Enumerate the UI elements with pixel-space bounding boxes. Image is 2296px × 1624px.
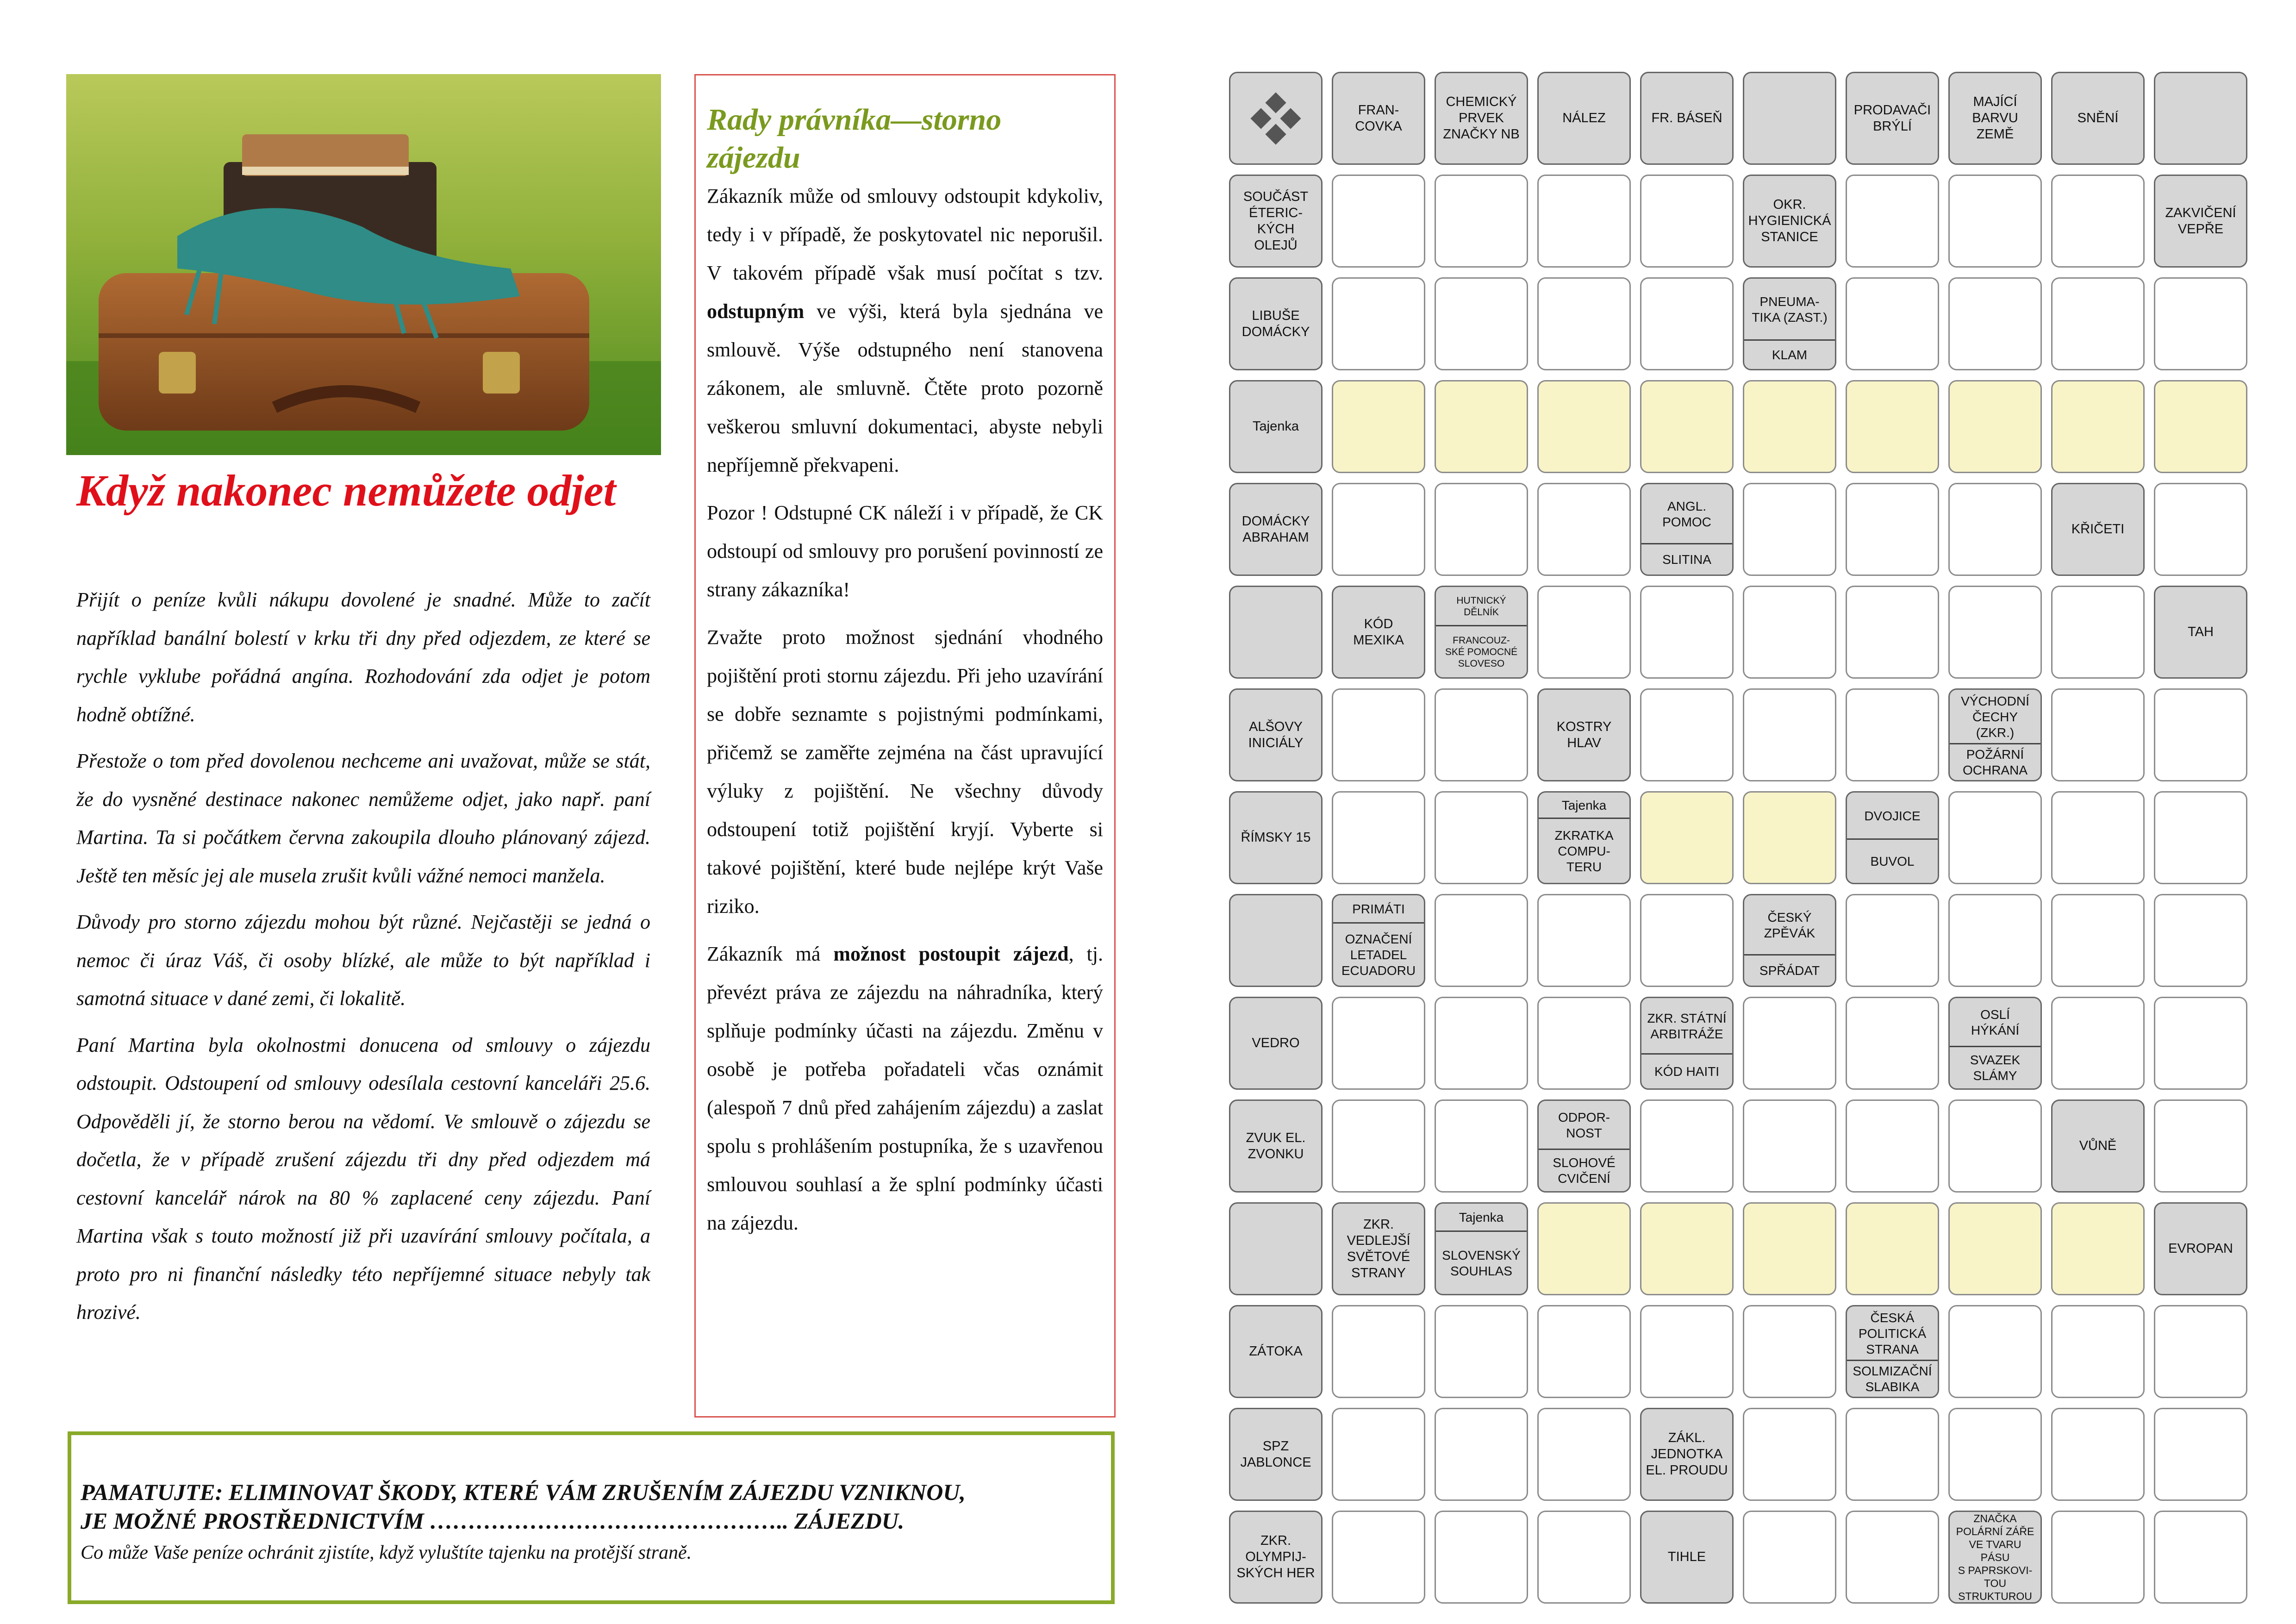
answer-cell[interactable] xyxy=(2154,997,2247,1090)
clue-cell xyxy=(1229,1305,1323,1398)
answer-cell[interactable] xyxy=(1640,277,1734,370)
answer-cell[interactable] xyxy=(2154,1408,2247,1501)
clue-text-top: HUTNICKÝ DĚLNÍK xyxy=(1456,595,1506,618)
answer-cell[interactable] xyxy=(1640,894,1734,987)
answer-cell[interactable] xyxy=(2051,997,2145,1090)
clue-text-top: ZKR. STÁTNÍ ARBITRÁŽE xyxy=(1647,1011,1727,1041)
answer-cell[interactable] xyxy=(1435,688,1528,781)
answer-cell[interactable] xyxy=(2154,277,2247,370)
clue-text: OKR. HYGIENICKÁ STANICE xyxy=(1748,197,1831,244)
answer-cell[interactable] xyxy=(1948,586,2042,679)
answer-cell[interactable] xyxy=(1846,894,1939,987)
clue-text-top: ODPOR- NOST xyxy=(1558,1110,1610,1140)
clue-cell xyxy=(1229,1099,1323,1193)
answer-cell[interactable] xyxy=(1537,1408,1631,1501)
clue-text: FRAN- COVKA xyxy=(1355,102,1402,134)
clue-cell xyxy=(2051,1099,2145,1193)
tajenka-cell[interactable] xyxy=(1846,380,1939,473)
answer-cell[interactable] xyxy=(1332,997,1425,1090)
clue-text: ZKR. VEDLEJŠÍ SVĚTOVÉ STRANY xyxy=(1347,1217,1410,1280)
answer-cell[interactable] xyxy=(1435,1305,1528,1398)
advice-text: Zákazník má xyxy=(707,943,834,965)
answer-cell[interactable] xyxy=(1435,791,1528,884)
clue-text-top: Tajenka xyxy=(1561,798,1607,812)
split-clue-cell xyxy=(1743,894,1836,987)
tajenka-cell[interactable] xyxy=(1743,1202,1836,1295)
split-clue-cell xyxy=(1846,791,1939,884)
article-title: Když nakonec nemůžete odjet xyxy=(76,466,616,515)
answer-cell[interactable] xyxy=(1537,894,1631,987)
clue-cell xyxy=(1229,894,1323,987)
clue-text-bottom: KLAM xyxy=(1772,348,1808,362)
clue-text-bottom: FRANCOUZ- SKÉ POMOCNÉ SLOVESO xyxy=(1445,635,1518,669)
clue-text-top: ČESKÝ ZPĚVÁK xyxy=(1764,910,1816,940)
answer-cell[interactable] xyxy=(1743,586,1836,679)
answer-cell[interactable] xyxy=(1948,277,2042,370)
article-paragraph: Paní Martina byla okolnostmi donucena od smlouvy o zájezdu odstoupit. Odstoupení od smlouvy odesílala cestovní kanceláři 25.6. Odpověděli jí, že storno berou na vědomí. Ve smlouvě o zájezdu se dočetla, že v případě zrušení zájezdu tři dny před odjezdem má cestovní kancelář nárok na 80 % zaplacené ceny zájezdu. Paní Martina však s touto možností již při uzavírání smlouvy počítala, a proto pro ni finanční následky této nepříjemné situace nebyly tak hrozivé. xyxy=(76,1033,650,1324)
answer-cell[interactable] xyxy=(1332,277,1425,370)
clue-text-top: DVOJICE xyxy=(1864,808,1921,823)
clue-text: FR. BÁSEŇ xyxy=(1651,111,1722,125)
clue-cell xyxy=(1229,1202,1323,1295)
answer-cell[interactable] xyxy=(1640,1305,1734,1398)
tajenka-cell[interactable] xyxy=(1948,1202,2042,1295)
clue-cell xyxy=(2154,586,2247,679)
answer-cell[interactable] xyxy=(2051,175,2145,268)
answer-cell[interactable] xyxy=(1640,175,1734,268)
suitcase-photo xyxy=(66,74,661,455)
clue-cell xyxy=(1640,1408,1734,1501)
answer-cell[interactable] xyxy=(1435,175,1528,268)
answer-cell[interactable] xyxy=(1948,1305,2042,1398)
answer-cell[interactable] xyxy=(1743,1305,1836,1398)
clue-text: PRODAVAČI BRÝLÍ xyxy=(1853,102,1931,134)
clue-text: ZAKVIČENÍ VEPŘE xyxy=(2165,205,2236,237)
clue-cell xyxy=(2154,175,2247,268)
answer-cell[interactable] xyxy=(1743,688,1836,781)
answer-cell[interactable] xyxy=(2051,277,2145,370)
clue-text: KÓD MEXIKA xyxy=(1353,616,1404,648)
advice-text: Zákazník může od smlouvy odstoupit kdykoliv, tedy i v případě, že poskytovatel nic neporušil. V takovém případě však musí počítat s tzv. xyxy=(707,185,1103,284)
tajenka-cell[interactable] xyxy=(2051,1202,2145,1295)
answer-cell[interactable] xyxy=(1332,1408,1425,1501)
answer-cell[interactable] xyxy=(1537,997,1631,1090)
answer-cell[interactable] xyxy=(1435,997,1528,1090)
remember-line-2: JE MOŽNÉ PROSTŘEDNICTVÍM ……………………………………….. ZÁJEZDU. xyxy=(81,1508,905,1534)
advice-text: , tj. převézt práva ze zájezdu na náhradníka, který splňuje podmínky účasti na zájezdu. Změnu v osobě je potřeba pořadateli včas oznámit (alespoň 7 dnů před zahájením zájezdu) a zaslat spolu s prohlášením postupníka, že s uzavřenou smlouvou souhlasí a že splní podmínky účasti na zájezdu. xyxy=(707,943,1104,1234)
answer-cell[interactable] xyxy=(1640,1099,1734,1193)
clue-text-bottom: KÓD HAITI xyxy=(1654,1064,1719,1079)
tajenka-cell[interactable] xyxy=(1846,1202,1939,1295)
answer-cell[interactable] xyxy=(2051,1305,2145,1398)
tajenka-cell[interactable] xyxy=(1537,1202,1631,1295)
answer-cell[interactable] xyxy=(1537,483,1631,576)
clue-cell xyxy=(1537,688,1631,781)
clue-text-top: PRIMÁTI xyxy=(1352,902,1405,916)
answer-cell[interactable] xyxy=(2051,791,2145,884)
advice-paragraph: Zvažte proto možnost sjednání vhodného pojištění proti stornu zájezdu. Při jeho uzavírání se dobře seznamte s pojistnými podmínkami, přičemž se zaměřte zejména na část upravující výluky z pojištění. Ne všechny důvody odstoupení totiž pojištění kryjí. Vyberte si takové pojištění, které bude nejlépe krýt Vaše riziko. xyxy=(707,626,1103,918)
clue-text-bottom: SLOVENSKÝ SOUHLAS xyxy=(1442,1248,1521,1278)
tajenka-cell[interactable] xyxy=(1640,791,1734,884)
answer-cell[interactable] xyxy=(1846,1099,1939,1193)
clue-text: MAJÍCÍ BARVU ZEMĚ xyxy=(1972,94,2018,142)
clue-text: TIHLE xyxy=(1667,1549,1706,1564)
split-clue-cell xyxy=(1332,894,1425,987)
tajenka-cell[interactable] xyxy=(1640,1202,1734,1295)
clue-text-bottom: OZNAČENÍ LETADEL ECUADORU xyxy=(1341,931,1416,978)
clue-text: NÁLEZ xyxy=(1562,111,1606,125)
answer-cell[interactable] xyxy=(1640,688,1734,781)
clue-text: VŮNĚ xyxy=(2079,1138,2117,1153)
answer-cell[interactable] xyxy=(1846,175,1939,268)
answer-cell[interactable] xyxy=(1948,791,2042,884)
answer-cell[interactable] xyxy=(1846,483,1939,576)
clue-text-bottom: SPŘÁDAT xyxy=(1759,963,1820,978)
clue-cell xyxy=(1332,586,1425,679)
clue-text: KOSTRY HLAV xyxy=(1556,719,1612,750)
lawyer-advice-box xyxy=(694,74,1116,1418)
split-clue-cell xyxy=(1948,688,2042,781)
answer-cell[interactable] xyxy=(1435,894,1528,987)
advice-bold: možnost postoupit zájezd xyxy=(833,943,1069,965)
clue-text: KŘIČETI xyxy=(2071,522,2125,537)
clue-cell xyxy=(1640,1511,1734,1604)
clue-text: EVROPAN xyxy=(2168,1241,2233,1256)
tajenka-cell[interactable] xyxy=(2154,380,2247,473)
answer-cell[interactable] xyxy=(2154,1099,2247,1193)
answer-cell[interactable] xyxy=(1332,791,1425,884)
clue-text: SPZ JABLONCE xyxy=(1240,1438,1311,1470)
tajenka-cell[interactable] xyxy=(1640,380,1734,473)
answer-cell[interactable] xyxy=(2051,1408,2145,1501)
answer-cell[interactable] xyxy=(1640,586,1734,679)
answer-cell[interactable] xyxy=(1537,1511,1631,1604)
tajenka-cell[interactable] xyxy=(2051,380,2145,473)
answer-cell[interactable] xyxy=(1537,277,1631,370)
answer-cell[interactable] xyxy=(1332,1099,1425,1193)
clue-cell xyxy=(1229,1511,1323,1604)
clue-cell xyxy=(1229,791,1323,884)
clue-text-bottom: POŽÁRNÍ OCHRANA xyxy=(1962,747,2028,777)
answer-cell[interactable] xyxy=(1332,483,1425,576)
clue-cell xyxy=(1229,586,1323,679)
clue-cell xyxy=(1948,72,2042,165)
clue-cell xyxy=(1229,688,1323,781)
answer-cell[interactable] xyxy=(1332,1305,1425,1398)
answer-cell[interactable] xyxy=(1846,997,1939,1090)
diamond-logo-icon xyxy=(1229,72,1323,165)
clue-cell xyxy=(1537,72,1631,165)
answer-cell[interactable] xyxy=(2154,1305,2247,1398)
advice-paragraph xyxy=(707,177,1103,484)
answer-cell[interactable] xyxy=(1846,688,1939,781)
article-paragraph: Důvody pro storno zájezdu mohou být různé. Nejčastěji se jedná o nemoc či úraz Váš, či osoby blízké, ale může to být například i samotná situace v dané zemi, či lokalitě. xyxy=(76,911,650,1010)
tajenka-cell[interactable] xyxy=(1743,380,1836,473)
advice-text: ve výši, která byla sjednána ve smlouvě. Výše odstupného není stanovena zákonem, ale smluvně. Čtěte proto pozorně veškerou smluvní dokumentaci, abyste nebyli nepříjemně překvapeni. xyxy=(707,300,1103,476)
answer-cell[interactable] xyxy=(2154,483,2247,576)
clue-text: CHEMICKÝ PRVEK ZNAČKY NB xyxy=(1443,94,1520,142)
clue-text-bottom: SLOHOVÉ CVIČENÍ xyxy=(1553,1156,1616,1186)
clue-text-top: VÝCHODNÍ ČECHY (ZKR.) xyxy=(1961,693,2029,740)
clue-cell xyxy=(1229,997,1323,1090)
answer-cell[interactable] xyxy=(1435,483,1528,576)
clue-text: LIBUŠE DOMÁCKY xyxy=(1242,308,1310,339)
clue-text: ZKR. OLYMPIJ- SKÝCH HER xyxy=(1236,1533,1315,1580)
answer-cell[interactable] xyxy=(1743,1099,1836,1193)
clue-text: DOMÁCKY ABRAHAM xyxy=(1242,513,1310,545)
answer-cell[interactable] xyxy=(1332,1511,1425,1604)
split-clue-cell xyxy=(1537,791,1631,884)
clue-text-bottom: ZKRATKA COMPU- TERU xyxy=(1554,828,1614,874)
clue-cell xyxy=(1229,175,1323,268)
answer-cell[interactable] xyxy=(2051,1511,2145,1604)
clue-cell xyxy=(2154,72,2247,165)
answer-cell[interactable] xyxy=(1435,1511,1528,1604)
clue-cell xyxy=(2051,483,2145,576)
answer-cell[interactable] xyxy=(1332,175,1425,268)
advice-paragraph: Pozor ! Odstupné CK náleží i v případě, že CK odstoupí od smlouvy pro porušení povinností ze strany zákazníka! xyxy=(707,501,1103,601)
remember-box xyxy=(68,1431,1115,1604)
split-clue-cell xyxy=(1846,1305,1939,1398)
clue-cell xyxy=(1948,1511,2042,1604)
clue-text: ŘÍMSKY 15 xyxy=(1241,830,1311,845)
clue-text: ZNAČKA POLÁRNÍ ZÁŘE VE TVARU PÁSU S PAPRSKOVI- TOU STRUKTUROU xyxy=(1956,1512,2034,1602)
clue-cell xyxy=(1846,72,1939,165)
remember-line-1: PAMATUJTE: ELIMINOVAT ŠKODY, KTERÉ VÁM ZRUŠENÍM ZÁJEZDU VZNIKNOU, xyxy=(81,1479,966,1505)
clue-cell xyxy=(1229,380,1323,473)
split-clue-cell xyxy=(1640,483,1734,576)
clue-cell xyxy=(1229,483,1323,576)
answer-cell[interactable] xyxy=(1743,1511,1836,1604)
answer-cell[interactable] xyxy=(1846,277,1939,370)
article-paragraph: Přijít o peníze kvůli nákupu dovolené je snadné. Může to začít například banální bolestí v krku tři dny před odjezdem, ze které se rychle vyklube pořádná angína. Rozhodování zda odjet je potom hodně obtížné. xyxy=(76,588,650,726)
tajenka-cell[interactable] xyxy=(1332,380,1425,473)
answer-cell[interactable] xyxy=(1846,1408,1939,1501)
clue-cell xyxy=(2051,72,2145,165)
answer-cell[interactable] xyxy=(2051,688,2145,781)
answer-cell[interactable] xyxy=(2154,1511,2247,1604)
split-clue-cell xyxy=(1435,586,1528,679)
tajenka-cell[interactable] xyxy=(1537,380,1631,473)
clue-cell xyxy=(1332,1202,1425,1295)
tajenka-cell[interactable] xyxy=(1435,380,1528,473)
split-clue-cell xyxy=(1640,997,1734,1090)
answer-cell[interactable] xyxy=(1743,997,1836,1090)
answer-cell[interactable] xyxy=(1537,586,1631,679)
answer-cell[interactable] xyxy=(1948,1408,2042,1501)
remember-hint: Co může Vaše peníze ochránit zjistíte, když vyluštíte tajenku na protější straně. xyxy=(81,1542,692,1563)
clue-text-bottom: SOLMIZAČNÍ SLABIKA xyxy=(1853,1364,1932,1394)
answer-cell[interactable] xyxy=(2154,688,2247,781)
split-clue-cell xyxy=(1537,1099,1631,1193)
clue-text-bottom: SVAZEK SLÁMY xyxy=(1970,1053,2021,1083)
answer-cell[interactable] xyxy=(1537,175,1631,268)
answer-cell[interactable] xyxy=(2051,894,2145,987)
clue-cell xyxy=(2154,1202,2247,1295)
clue-text-top: PNEUMA- TIKA (ZAST.) xyxy=(1752,294,1828,325)
answer-cell[interactable] xyxy=(2154,894,2247,987)
clue-cell xyxy=(1229,277,1323,370)
answer-cell[interactable] xyxy=(1846,1511,1939,1604)
article-body xyxy=(76,581,650,1340)
clue-cell xyxy=(1743,72,1836,165)
clue-text-bottom: SLITINA xyxy=(1662,552,1711,567)
answer-cell[interactable] xyxy=(1948,1099,2042,1193)
answer-cell[interactable] xyxy=(1948,483,2042,576)
clue-text: VEDRO xyxy=(1252,1036,1300,1050)
answer-cell[interactable] xyxy=(1332,688,1425,781)
clue-text: TAH xyxy=(2188,625,2214,639)
split-clue-cell xyxy=(1743,277,1836,370)
answer-cell[interactable] xyxy=(2154,791,2247,884)
answer-cell[interactable] xyxy=(1846,586,1939,679)
advice-paragraph xyxy=(707,935,1103,1242)
clue-cell xyxy=(1640,72,1734,165)
clue-cell xyxy=(1332,72,1425,165)
answer-cell[interactable] xyxy=(1743,1408,1836,1501)
answer-cell[interactable] xyxy=(1435,1408,1528,1501)
lawyer-advice-body xyxy=(707,177,1103,1242)
clue-text-top: Tajenka xyxy=(1459,1210,1504,1224)
tajenka-cell[interactable] xyxy=(1743,791,1836,884)
clue-cell xyxy=(1743,175,1836,268)
split-clue-cell xyxy=(1948,997,2042,1090)
answer-cell[interactable] xyxy=(1435,1099,1528,1193)
clue-text: SNĚNÍ xyxy=(2077,111,2119,125)
clue-text: Tajenka xyxy=(1253,419,1299,434)
answer-cell[interactable] xyxy=(1948,175,2042,268)
clue-cell xyxy=(1435,72,1528,165)
clue-cell xyxy=(1229,1408,1323,1501)
clue-text-bottom: BUVOL xyxy=(1870,854,1915,868)
clue-text: ZÁKL. JEDNOTKA EL. PROUDU xyxy=(1646,1430,1728,1478)
article-paragraph: Přestože o tom před dovolenou nechceme ani uvažovat, může se stát, že do vysněné destinace nakonec nemůžeme odjet, jako např. paní Martina. Ta si počátkem června zakoupila dlouho plánovaný zájezd. Ještě ten měsíc jej ale musela zrušit kvůli vážné nemoci manžela. xyxy=(76,750,650,887)
clue-text-top: ČESKÁ POLITICKÁ STRANA xyxy=(1858,1310,1927,1356)
answer-cell[interactable] xyxy=(1948,894,2042,987)
split-clue-cell xyxy=(1435,1202,1528,1295)
advice-bold: odstupným xyxy=(707,300,805,323)
clue-text: ZÁTOKA xyxy=(1249,1344,1303,1359)
answer-cell[interactable] xyxy=(1435,277,1528,370)
clue-text-top: ANGL. POMOC xyxy=(1662,499,1711,529)
tajenka-cell[interactable] xyxy=(1948,380,2042,473)
clue-text: ZVUK EL. ZVONKU xyxy=(1246,1130,1306,1162)
clue-text-top: OSLÍ HÝKÁNÍ xyxy=(1971,1007,2020,1037)
clue-text: SOUČÁST ÉTERIC- KÝCH OLEJŮ xyxy=(1243,189,1309,253)
answer-cell[interactable] xyxy=(1537,1305,1631,1398)
lawyer-advice-title: Rady právníka—storno zájezdu xyxy=(707,103,1002,175)
clue-text: ALŠOVY INICIÁLY xyxy=(1248,719,1304,750)
answer-cell[interactable] xyxy=(1743,483,1836,576)
answer-cell[interactable] xyxy=(2051,586,2145,679)
